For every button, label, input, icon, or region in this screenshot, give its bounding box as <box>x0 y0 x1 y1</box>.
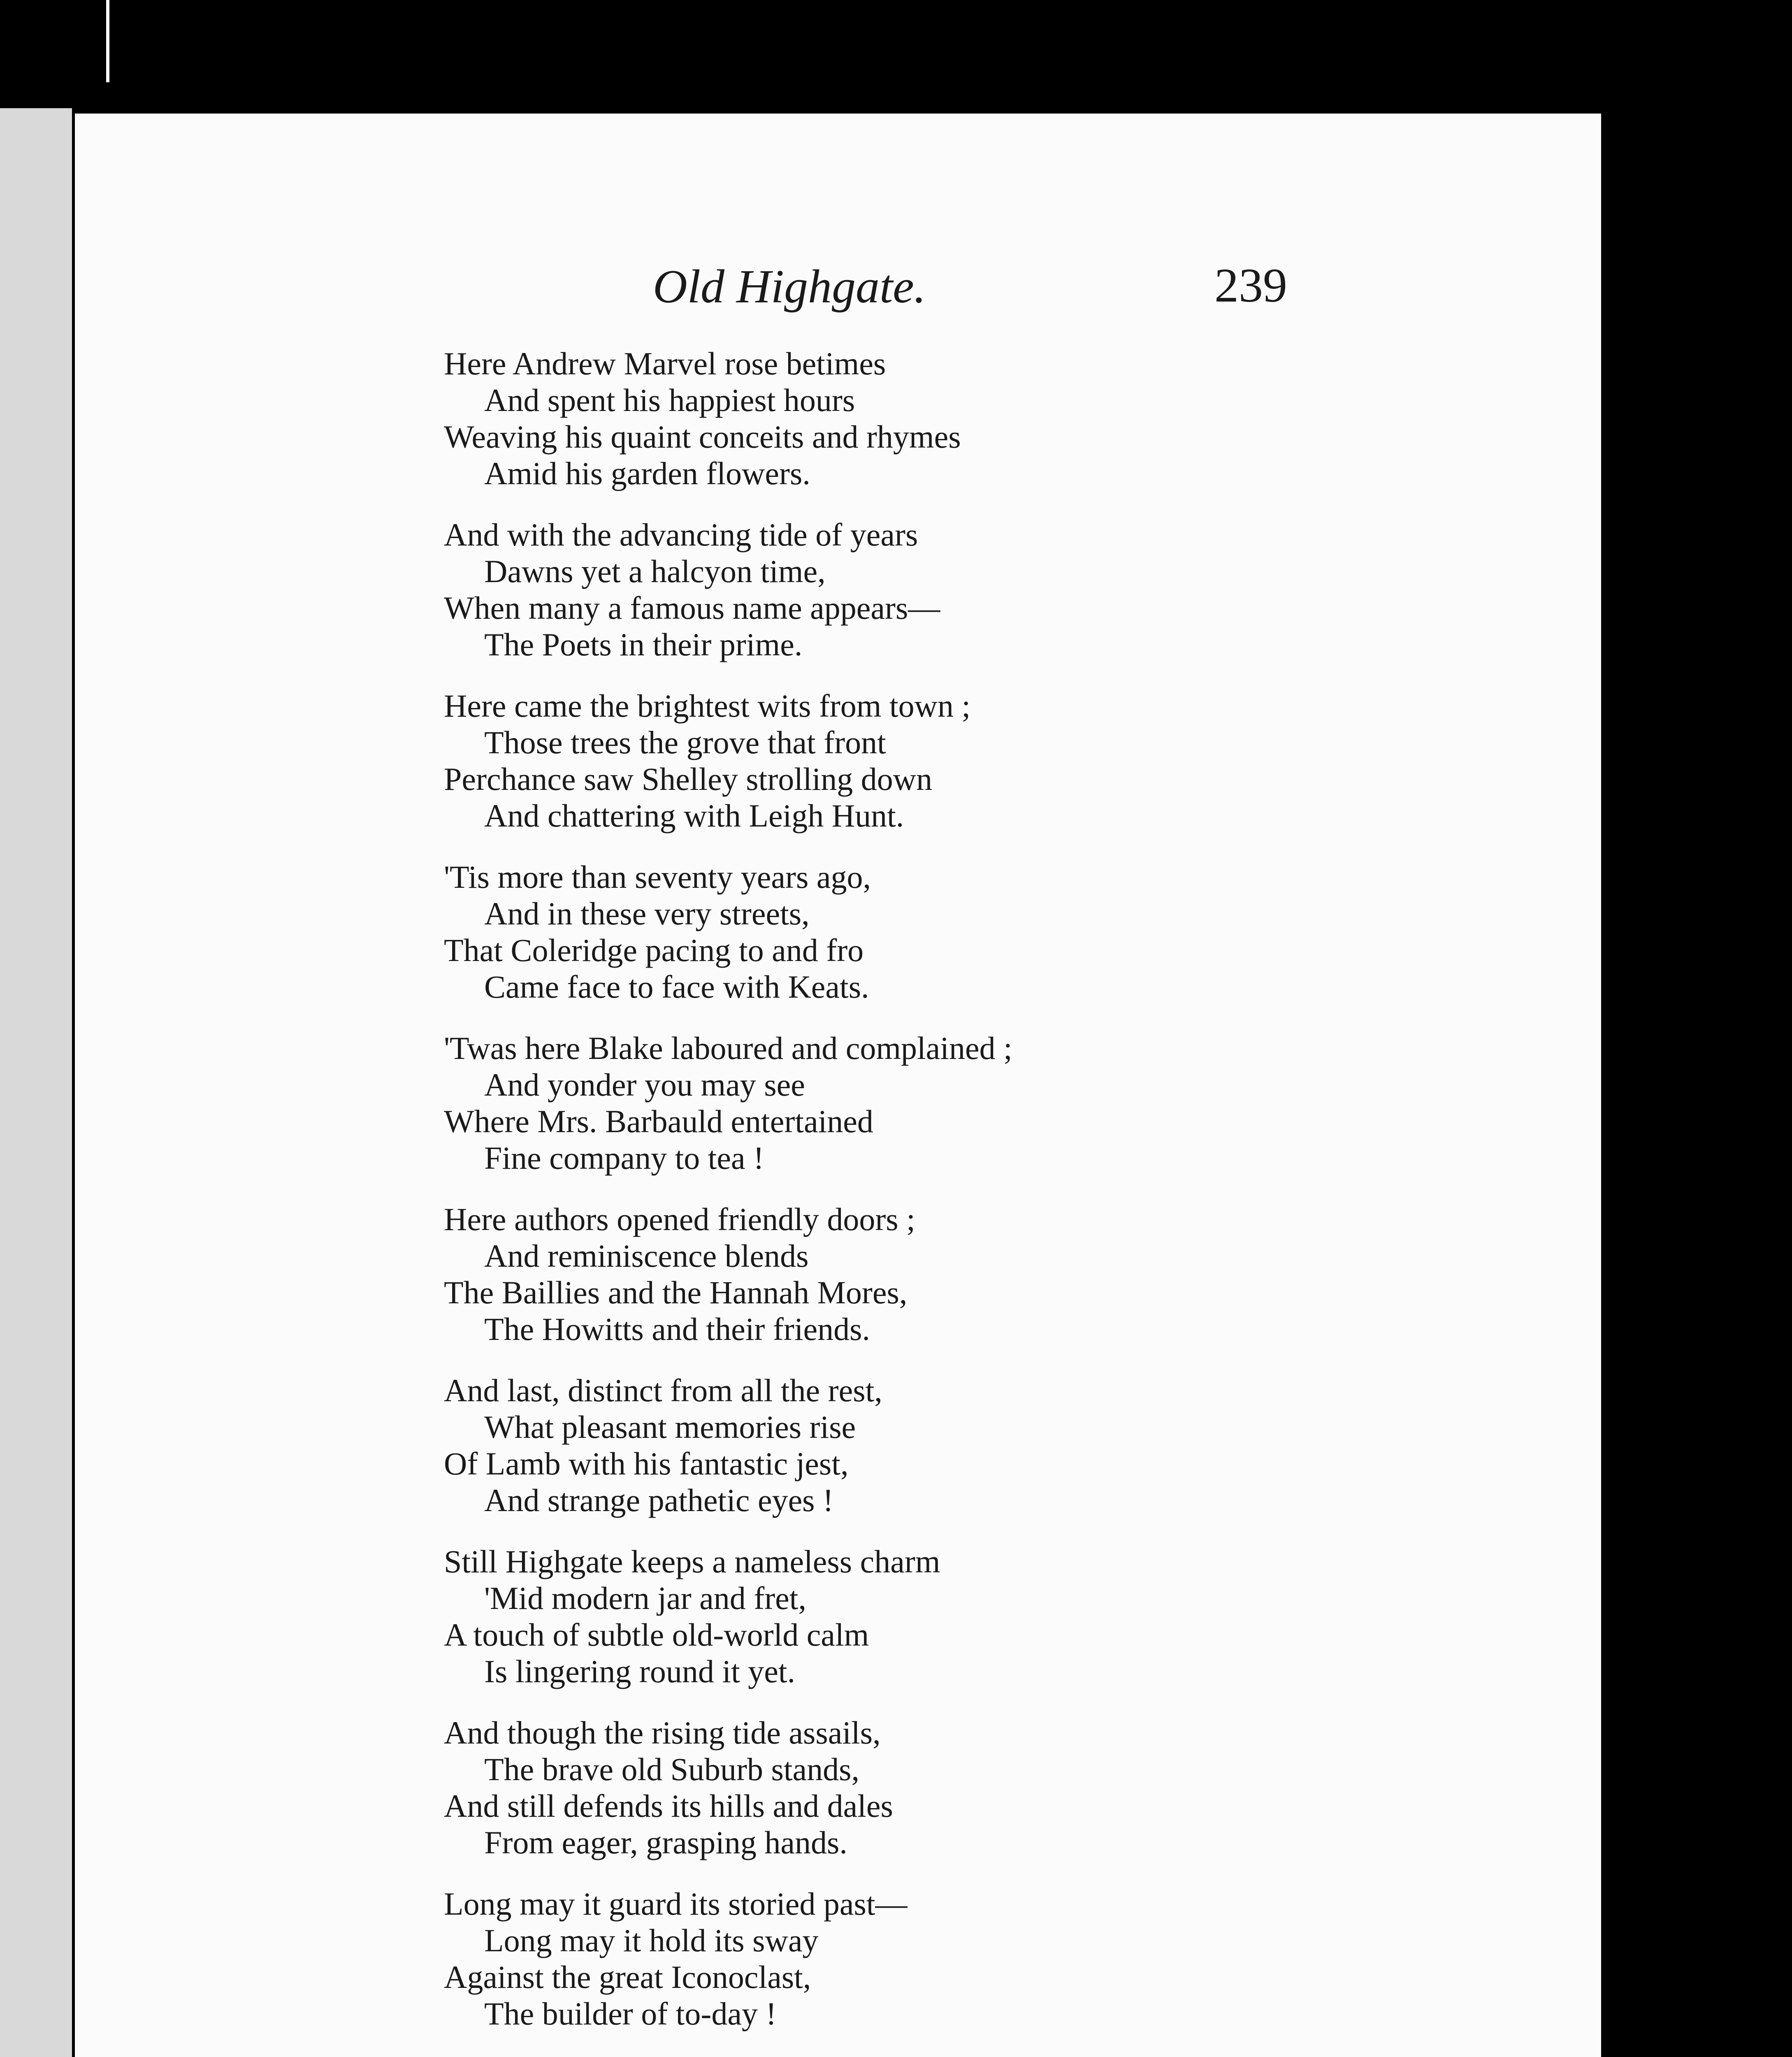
poem-line: The Poets in their prime. <box>484 627 803 662</box>
poem-line: The Baillies and the Hannah Mores, <box>444 1275 908 1310</box>
poem-body <box>444 345 1497 2057</box>
poem-line: And strange pathetic eyes ! <box>484 1482 834 1518</box>
poem-line: Those trees the grove that front <box>484 724 886 760</box>
poem-line: Weaving his quaint conceits and rhymes <box>444 419 961 455</box>
poem-line: And with the advancing tide of years <box>444 517 918 553</box>
poem-line: And yonder you may see <box>484 1067 805 1103</box>
poem-line: The builder of to-day ! <box>484 1996 777 2031</box>
poem-line: Long may it hold its sway <box>484 1922 819 1958</box>
poem-line: And reminiscence blends <box>484 1238 809 1274</box>
poem-line: Fine company to tea ! <box>484 1140 764 1176</box>
poem-line: Amid his garden flowers. <box>484 455 810 491</box>
poem-line: 'Twas here Blake laboured and complained ; <box>444 1030 1012 1066</box>
poem-line: Is lingering round it yet. <box>484 1653 796 1689</box>
stanza <box>444 1201 1497 1347</box>
stanza <box>444 1030 1497 1176</box>
facing-page-edge <box>0 108 72 2057</box>
poem-line: Here authors opened friendly doors ; <box>444 1201 915 1237</box>
poem-line: And chattering with Leigh Hunt. <box>484 798 904 833</box>
poem-line: The Howitts and their friends. <box>484 1311 870 1347</box>
poem-line: 'Mid modern jar and fret, <box>484 1580 806 1616</box>
stanza <box>444 1714 1497 1861</box>
poem-line: The brave old Suburb stands, <box>484 1751 860 1787</box>
poem-line: And spent his happiest hours <box>484 382 855 418</box>
poem-line: 'Tis more than seventy years ago, <box>444 859 871 895</box>
stanza <box>444 345 1497 492</box>
poem-line: Against the great Iconoclast, <box>444 1959 811 1995</box>
poem-line: That Coleridge pacing to and fro <box>444 932 864 968</box>
stanza <box>444 1372 1497 1518</box>
stanza <box>444 687 1497 834</box>
poem-line: Came face to face with Keats. <box>484 969 869 1005</box>
poem-line: Long may it guard its storied past— <box>444 1886 908 1922</box>
poem-line: And still defends its hills and dales <box>444 1788 893 1824</box>
poem-line: And last, distinct from all the rest, <box>444 1372 882 1408</box>
poem-line: A touch of subtle old-world calm <box>444 1617 869 1653</box>
book-page <box>75 114 1601 2057</box>
poem-line: Here came the brightest wits from town ; <box>444 688 971 724</box>
page-number: 239 <box>1214 258 1287 312</box>
poem-line: Where Mrs. Barbauld entertained <box>444 1103 873 1139</box>
stanza <box>444 1543 1497 1690</box>
stanza <box>444 516 1497 663</box>
poem-line: What pleasant memories rise <box>484 1409 856 1445</box>
poem-line: When many a famous name appears— <box>444 590 940 626</box>
poem-line: Here Andrew Marvel rose betimes <box>444 346 886 381</box>
gutter-edge-mark <box>106 0 109 82</box>
stanza <box>444 1885 1497 2032</box>
poem-line: Of Lamb with his fantastic jest, <box>444 1446 849 1481</box>
poem-line: Dawns yet a halcyon time, <box>484 553 826 589</box>
poem-line: And in these very streets, <box>484 896 810 931</box>
poem-line: From eager, grasping hands. <box>484 1825 847 1860</box>
poem-line: And though the rising tide assails, <box>444 1715 881 1751</box>
poem-line: Perchance saw Shelley strolling down <box>444 761 933 797</box>
poem-line: Still Highgate keeps a nameless charm <box>444 1544 940 1579</box>
stanza <box>444 859 1497 1005</box>
running-head-title: Old Highgate. <box>653 260 926 313</box>
